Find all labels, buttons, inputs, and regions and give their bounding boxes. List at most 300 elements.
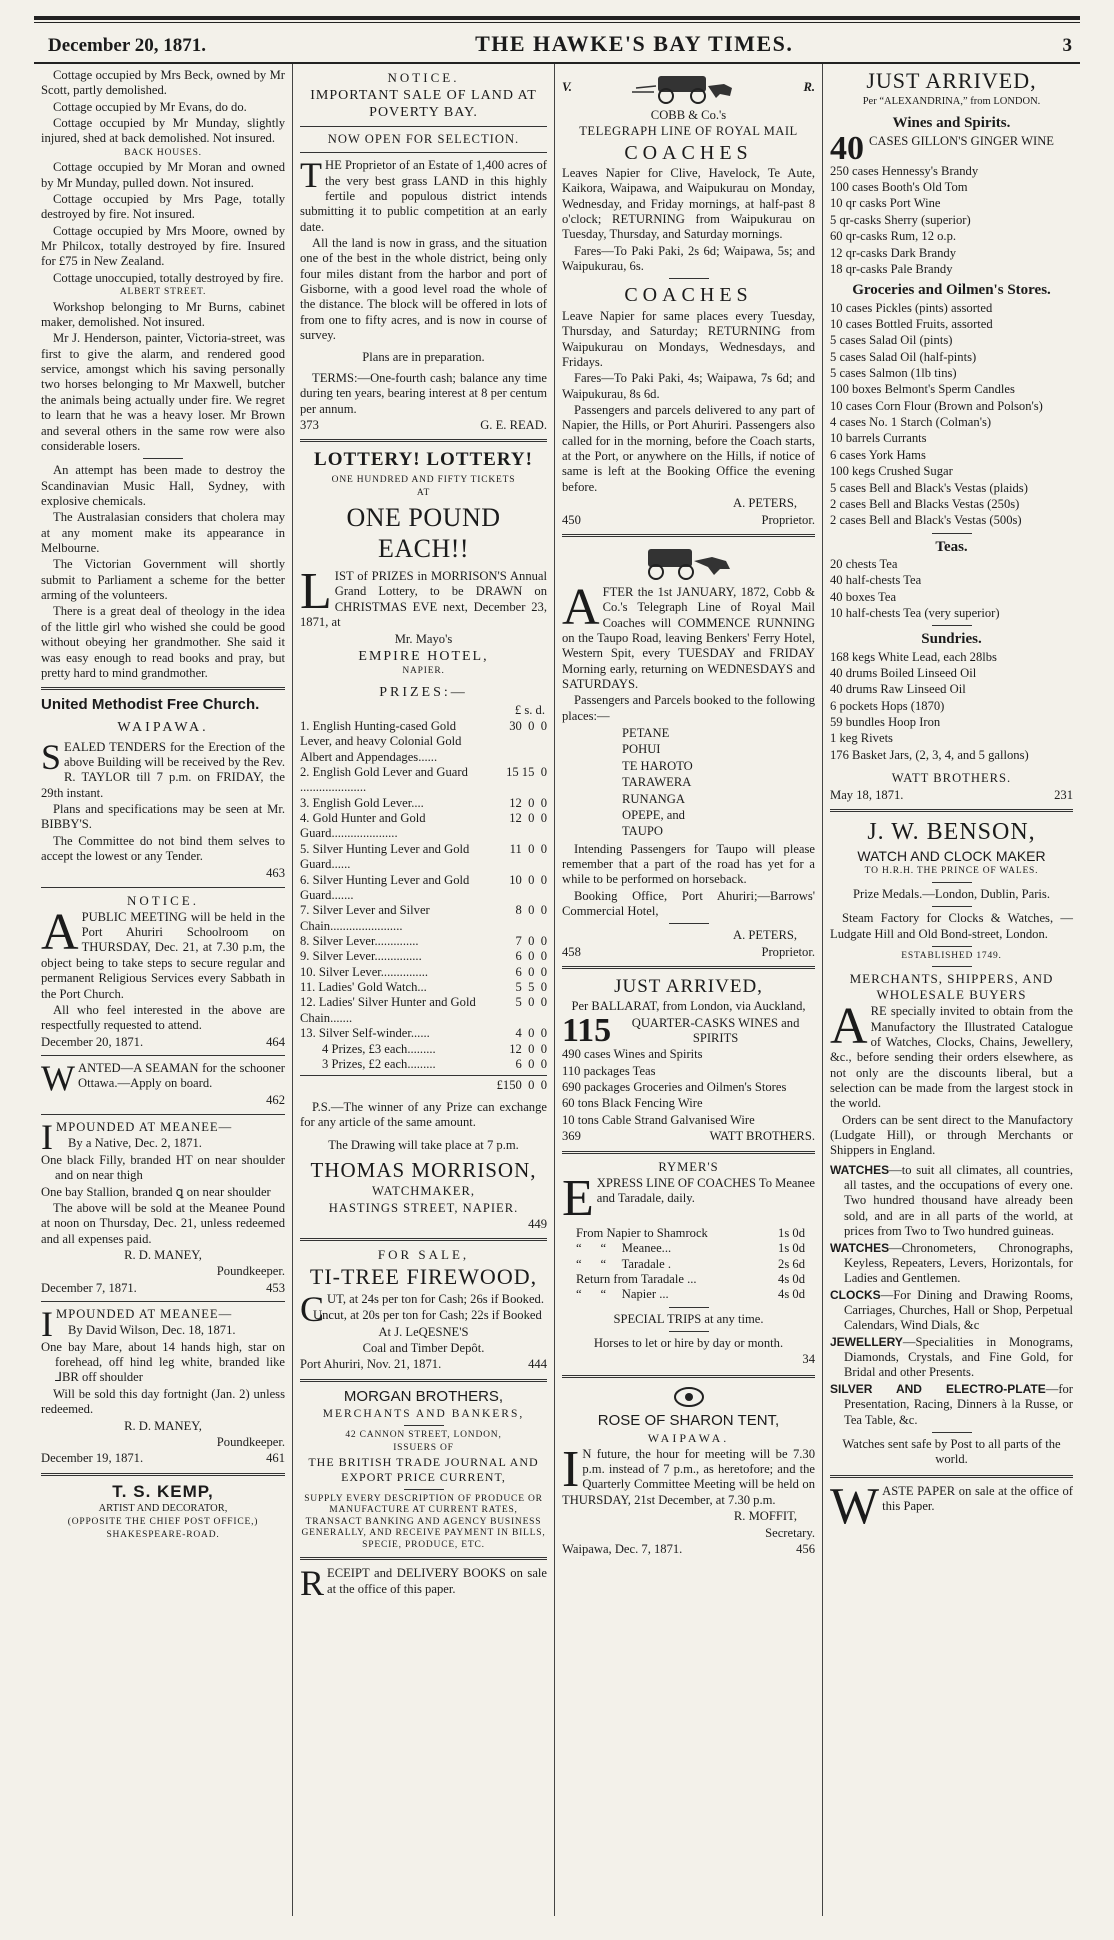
divider <box>932 906 972 907</box>
coach-company: COBB & Co.'s <box>650 107 727 122</box>
benson-medals: Prize Medals.—London, Dublin, Paris. <box>853 886 1050 901</box>
arrived-per: Per “ALEXANDRINA,” from LONDON. <box>862 95 1041 107</box>
column-1 <box>34 64 292 1916</box>
benson-ad <box>830 818 1073 1469</box>
impounded-title: MPOUNDED AT MEANEE— <box>56 1307 233 1322</box>
lottery-town: NAPIER. <box>402 665 445 676</box>
prize-amount: 6 0 0 <box>512 1056 547 1071</box>
benson-line <box>830 1288 1073 1334</box>
ad-ref: 34 <box>802 1352 815 1367</box>
impounded-sale: Will be sold this day fortnight (Jan. 2) unless redeemed. <box>41 1386 285 1417</box>
benson-line-lead: WATCHES <box>830 1240 890 1255</box>
grocery-item: 6 cases York Hams <box>830 447 926 462</box>
fare-price: 2s 6d <box>778 1256 805 1271</box>
back-houses-list <box>41 160 285 286</box>
tea-item: 40 half-chests Tea <box>830 573 922 588</box>
grocery-item: 10 cases Pickles (pints) assorted <box>830 300 993 315</box>
prize-item: 8. Silver Lever.............. <box>300 934 419 948</box>
rose-date: Waipawa, Dec. 7, 1871. <box>562 1541 683 1556</box>
arrived-item: 490 cases Wines and Spirits <box>562 1047 703 1062</box>
impounded-ad-2 <box>41 1304 285 1467</box>
morrison-address: HASTINGS STREET, NAPIER. <box>328 1200 519 1215</box>
taupo-place: OPEPE, and <box>622 807 685 822</box>
ad-ref: 231 <box>1054 787 1073 802</box>
arrived-lead: QUARTER-CASKS WINES and SPIRITS <box>631 1015 800 1046</box>
lottery-ps: P.S.—The winner of any Prize can exchange for any article of the same amount. <box>300 1099 547 1129</box>
sundry-item: 40 drums Boiled Linseed Oil <box>830 665 977 680</box>
methodist-body: EALED TENDERS for the Erection of the above Building will be received by the Rev. R. TAYLOR till 7 p.m. on FRIDAY, the 29th instant. <box>41 739 285 800</box>
divider <box>41 887 285 888</box>
prize-amount: 12 0 0 <box>509 1041 547 1056</box>
grocery-item: 5 cases Bell and Black's Vestas (plaids) <box>830 480 1028 495</box>
prize-item: 2. English Gold Lever and Guard ..................... <box>300 765 468 795</box>
grocery-item: 2 cases Bell and Black's Vestas (500s) <box>830 513 1022 528</box>
grocery-item: 10 barrels Currants <box>830 431 927 446</box>
arrived-sign: WATT BROTHERS. <box>709 1129 815 1144</box>
ad-ref: 373 <box>300 417 319 432</box>
drop-cap: C <box>300 1289 325 1330</box>
benson-body: RE specially invited to obtain from the Manufactory the Illustrated Catalogue of Watches, Clocks, Chains, Jewellery, &c., before sending their orders elsewhere, as not only are the discounts liberal, but a selection can be made from the largest stock in the world. <box>830 1004 1073 1111</box>
news-item: The Australasian considers that cholera may at any moment make its appearance in Melbourne. <box>41 510 285 556</box>
prize-amount: 6 0 0 <box>512 949 547 964</box>
prize-amount: 15 15 0 <box>506 765 547 780</box>
news-item: The Victorian Government will shortly submit to Parliament a scheme for the better arming of the volunteers. <box>41 557 285 603</box>
benson-line <box>830 1241 1073 1287</box>
morgan-address: 42 CANNON STREET, LONDON, <box>345 1430 502 1441</box>
groceries-list <box>830 301 1073 529</box>
lottery-drawing: The Drawing will take place at 7 p.m. <box>328 1138 519 1153</box>
morgan-supply: SUPPLY EVERY DESCRIPTION OF PRODUCE OR MANUFACTURE AT CURRENT RATES, TRANSACT BANKING AND AGENCY BUSINESS GENERALLY, AND RECEIVE PAYMENT IN BILLS, SPECIE, PRODUCE, ETC. <box>301 1493 546 1550</box>
rymer-fares <box>562 1220 815 1303</box>
sundries-heading: Sundries. <box>921 631 982 648</box>
prize-row <box>300 842 547 873</box>
impounded-body: The above will be sold at the Meanee Pound at noon on Thursday, Dec. 21, unless redeemed and all expenses paid. <box>41 1200 285 1246</box>
prize-item: 12. Ladies' Silver Hunter and Gold Chain....... <box>300 995 476 1025</box>
back-house-line: Cottage occupied by Mrs Page, totally destroyed by fire. Not insured. <box>41 191 285 222</box>
methodist-title: United Methodist Free Church. <box>41 696 260 714</box>
sundries-list <box>830 650 1073 764</box>
benson-lines <box>830 1163 1073 1428</box>
benson-line-text: —Specialities in Monograms, Diamonds, Crystals, and Fine Gold, for Bridal and other Presents. <box>844 1334 1073 1380</box>
sundry-item: 59 bundles Hoop Iron <box>830 715 941 730</box>
drop-cap: L <box>300 563 332 621</box>
sundry-item: 176 Basket Jars, (2, 3, 4, and 5 gallons) <box>830 747 1029 762</box>
tea-item: 10 half-chests Tea (very superior) <box>830 605 1000 620</box>
ad-ref: 453 <box>266 1280 285 1295</box>
rose-body: N future, the hour for meeting will be 7.30 p.m. instead of 7 p.m., as heretofore; and the Quarterly Committee Meeting will be held on THURSDAY, 21st December, at 7.30 p.m. <box>562 1446 815 1507</box>
firewood-ad <box>300 1247 547 1372</box>
lottery-price: ONE POUND EACH!! <box>346 502 501 564</box>
prize-row <box>300 811 547 842</box>
benson-line <box>830 1382 1073 1428</box>
fare-price: 4s 0d <box>778 1287 805 1302</box>
taupo-places <box>562 726 815 840</box>
prize-item: 4 Prizes, £3 each......... <box>322 1041 436 1056</box>
divider <box>562 966 815 969</box>
divider <box>669 278 709 279</box>
divider <box>41 1473 285 1476</box>
coaches-fares: Fares—To Paki Paki, 4s; Waipawa, 7s 6d; and Waipukurau, 8s 6d. <box>562 371 815 401</box>
teas-heading: Teas. <box>935 538 968 555</box>
coaches-sign: A. PETERS, <box>732 496 797 511</box>
coach-illustration <box>628 68 748 108</box>
divider <box>300 1557 547 1560</box>
news-item: There is a great deal of theology in the idea of the little girl who wished she could be good without obeying her grandmother. She said it was easy enough to read books and pray, but pretty hard to mind grandmother. <box>41 604 285 680</box>
prize-row <box>300 949 547 964</box>
fare-route: From Napier to Shamrock <box>576 1225 708 1240</box>
lottery-tickets: ONE HUNDRED AND FIFTY TICKETS <box>331 475 516 486</box>
prize-row <box>300 765 547 796</box>
prize-amount: 6 0 0 <box>512 964 547 979</box>
prize-amount: 7 0 0 <box>512 934 547 948</box>
news-items <box>41 463 285 681</box>
prize-list <box>300 719 547 1072</box>
ad-ref: 461 <box>266 1451 285 1466</box>
divider <box>669 1307 709 1308</box>
divider <box>300 152 547 153</box>
money-heading: £ s. d. <box>514 702 545 717</box>
coaches-body: Leave Napier for same places every Tuesday, Thursday, and Saturday; RETURNING from Waipukurau on Mondays, Wednesdays, and Fridays. <box>562 308 815 369</box>
impounded-body: One bay Mare, about 14 hands high, star on forehead, off hind leg white, branded like ⅃BR off shoulder <box>41 1339 285 1385</box>
emblem-v: V. <box>562 80 572 95</box>
top-rule <box>34 16 1080 23</box>
prize-row <box>300 719 547 765</box>
fare-row <box>576 1226 805 1241</box>
rose-of-sharon-ad <box>562 1384 815 1557</box>
impounded-role: Poundkeeper. <box>216 1264 285 1279</box>
grocery-item: 4 cases No. 1 Starch (Colman's) <box>830 415 992 430</box>
drop-cap: I <box>562 1440 580 1498</box>
divider <box>300 439 547 442</box>
fare-price: 4s 0d <box>778 1271 805 1286</box>
taupo-place: TAUPO <box>622 824 663 839</box>
ad-ref: 369 <box>562 1129 581 1144</box>
sundry-item: 40 drums Raw Linseed Oil <box>830 682 966 697</box>
rymer-ad <box>562 1160 815 1369</box>
benson-line-lead: SILVER AND ELECTRO-PLATE <box>830 1381 1046 1396</box>
coaches-parcels: Passengers and parcels delivered to any part of Napier, the Hills, or Port Ahuriri. Passengers also called for in the morning, before the Coach starts, at the Port, or anywhere on the Hills, if notice of same is left at the Booking Office the evening before. <box>562 403 815 494</box>
grocery-item: 100 kegs Crushed Sugar <box>830 464 953 479</box>
prize-amount: 12 0 0 <box>509 811 547 826</box>
impounded-item: One black Filly, branded HT on near shoulder and on near thigh <box>41 1152 285 1183</box>
methodist-ad <box>41 696 285 882</box>
methodist-plans: Plans and specifications may be seen at Mr. BIBBY'S. <box>41 802 285 832</box>
prize-amount: 5 0 0 <box>512 995 547 1010</box>
prize-item: 7. Silver Lever and Silver Chain....................... <box>300 903 430 933</box>
drop-cap: I <box>41 1117 53 1158</box>
sale-sign: G. E. READ. <box>480 417 547 432</box>
prizes-heading: PRIZES:— <box>379 684 468 700</box>
back-house-line: Cottage occupied by Mrs Moore, owned by Mr Philcox, totally destroyed by fire. Insured for £75 in New Zealand. <box>41 223 285 269</box>
prize-item: 5. Silver Hunting Lever and Gold Guard...... <box>300 841 470 872</box>
grocery-item: 5 cases Salad Oil (half-pints) <box>830 349 977 364</box>
sundry-item: 168 kegs White Lead, each 28lbs <box>830 649 997 664</box>
rose-title: ROSE OF SHARON TENT, <box>597 1411 780 1429</box>
methodist-place: WAIPAWA. <box>117 719 209 735</box>
coaches-title: COACHES <box>624 284 753 307</box>
grocery-item: 2 cases Bell and Blacks Vestas (250s) <box>830 496 1020 511</box>
prize-row <box>300 1042 547 1057</box>
impounded-item: One bay Stallion, branded ꝗ on near shoulder <box>41 1184 271 1199</box>
impounded-date: December 19, 1871. <box>41 1451 144 1466</box>
wanted-ad <box>41 1057 285 1109</box>
divider <box>41 687 285 690</box>
benson-factory: Steam Factory for Clocks & Watches, —Ludgate Hill and Old Bond-street, London. <box>830 911 1073 941</box>
benson-line-text: —to suit all climates, all countries, all tastes, and the occupations of every one. Two hundred thousand have already been sold, and are in all parts of the world, at prices from Two to Two hundred guineas. <box>844 1162 1073 1239</box>
impounded-title: MPOUNDED AT MEANEE— <box>56 1120 233 1135</box>
coaches-title: COACHES <box>624 141 753 164</box>
fare-price: 1s 0d <box>778 1241 805 1256</box>
kemp-road: SHAKESPEARE-ROAD. <box>106 1529 220 1540</box>
emblem-r: R. <box>803 80 815 95</box>
waste-body: ASTE PAPER on sale at the office of this Paper. <box>882 1483 1073 1513</box>
coach-illustration <box>634 543 744 583</box>
divider <box>300 1379 547 1382</box>
notice-date: December 20, 1871. <box>41 1034 144 1049</box>
morrison-trade: WATCHMAKER, <box>371 1184 475 1199</box>
taupo-place: TARAWERA <box>622 775 692 790</box>
fire-report-line: Cottage occupied by Mr Munday, slightly injured, shed at back demolished. Not insured. <box>41 115 285 146</box>
divider <box>143 458 183 459</box>
receipt-body: ECEIPT and DELIVERY BOOKS on sale at the office of this paper. <box>327 1566 547 1596</box>
fare-row <box>576 1272 805 1287</box>
back-house-line: Cottage occupied by Mr Moran and owned by Mr Munday, pulled down. Not insured. <box>41 160 285 190</box>
sale-terms: TERMS:—One-fourth cash; balance any time during ten years, bearing interest at 8 per centum per annum. <box>300 370 547 416</box>
prize-amount: 12 0 0 <box>509 795 547 810</box>
coaches-fares: Fares—To Paki Paki, 2s 6d; Waipawa, 5s; and Waipukurau, 6s. <box>562 243 815 274</box>
notice-title: NOTICE. <box>127 892 199 908</box>
prize-item: 3. English Gold Lever.... <box>300 795 424 810</box>
divider <box>932 966 972 967</box>
back-house-line: Cottage unoccupied, totally destroyed by fire. <box>53 270 284 285</box>
prize-amount: 10 0 0 <box>509 872 547 887</box>
arrived-item: 110 packages Teas <box>562 1063 656 1078</box>
benson-line-text: —Chronometers, Chronographs, Keyless, Repeaters, Levers, Horizontals, for Ladies and Gentlemen. <box>844 1240 1073 1286</box>
fare-route: “ “ Napier ... <box>576 1287 669 1302</box>
divider <box>669 1331 709 1332</box>
divider <box>41 1055 285 1056</box>
benson-merchants: MERCHANTS, SHIPPERS, AND WHOLESALE BUYERS <box>849 971 1054 1003</box>
albert-street-list <box>41 300 285 455</box>
rymer-horses: Horses to let or hire by day or month. <box>593 1336 784 1351</box>
receipt-ad <box>300 1563 547 1604</box>
sale-title: IMPORTANT SALE OF LAND AT POVERTY BAY. <box>310 87 537 120</box>
ad-ref: 450 <box>562 512 581 527</box>
wines-list <box>830 164 1073 278</box>
taupo-place: POHUI <box>622 742 661 757</box>
fare-route: “ “ Taradale . <box>576 1256 672 1271</box>
issue-date: December 20, 1871. <box>48 35 206 56</box>
taupo-role: Proprietor. <box>761 944 815 959</box>
wine-item: 250 cases Hennessy's Brandy <box>830 163 979 178</box>
wine-item: 100 cases Booth's Old Tom <box>830 180 968 195</box>
prize-row <box>300 903 547 934</box>
wine-item: 5 qr-casks Sherry (superior) <box>830 212 971 227</box>
wines-heading: Wines and Spirits. <box>892 115 1011 132</box>
arrived-count: 40 <box>830 129 864 167</box>
prize-row <box>300 980 547 995</box>
prize-item: 4. Gold Hunter and Gold Guard..................... <box>300 811 426 841</box>
sale-body-2: All the land is now in grass, and the situation one of the best in the whole district, being only four miles distant from the harbor and port of Gisborne, with a good level road the whole of the distance. The block will be offered in lots of from one to fifty acres, and is now in course of survey. <box>300 236 547 343</box>
benson-line <box>830 1335 1073 1381</box>
fare-route: Return from Taradale ... <box>576 1271 697 1286</box>
taupo-intending: Intending Passengers for Taupo will please remember that a part of the road has yet for a while to be performed on horseback. <box>562 841 815 887</box>
impounded-sign: R. D. MANEY, <box>124 1247 202 1262</box>
wine-item: 60 qr-casks Rum, 12 o.p. <box>830 229 957 244</box>
grocery-item: 5 cases Salmon (1lb tins) <box>830 366 957 380</box>
rymer-body: XPRESS LINE OF COACHES To Meanee and Taradale, daily. <box>596 1175 815 1206</box>
firewood-at: At J. LeQESNE'S <box>378 1324 469 1339</box>
divider <box>404 1425 444 1426</box>
arrived-date: May 18, 1871. <box>830 787 904 802</box>
prize-item: 3 Prizes, £2 each......... <box>322 1056 436 1071</box>
firewood-date: Port Ahuriri, Nov. 21, 1871. <box>300 1357 442 1372</box>
grocery-item: 100 boxes Belmont's Sperm Candles <box>830 382 1015 397</box>
divider <box>41 1114 285 1115</box>
impounded-sign: R. D. MANEY, <box>124 1418 202 1433</box>
firewood-title: TI-TREE FIREWOOD, <box>309 1264 538 1290</box>
ad-ref: 458 <box>562 944 581 959</box>
prize-item: 9. Silver Lever............... <box>300 949 422 964</box>
divider <box>932 946 972 947</box>
rose-place: WAIPAWA. <box>647 1431 730 1446</box>
rose-role: Secretary. <box>765 1525 815 1540</box>
benson-orders: Orders can be sent direct to the Manufactory (Ludgate Hill), or through Merchants or Shippers in England. <box>830 1112 1073 1158</box>
taupo-coach-ad <box>562 543 815 960</box>
taupo-place: PETANE <box>622 726 670 741</box>
benson-post: Watches sent safe by Post to all parts of the world. <box>842 1436 1061 1467</box>
coaches-ad <box>562 68 815 528</box>
coaches-role: Proprietor. <box>761 512 815 527</box>
watt-alexandrina-ad <box>830 68 1073 803</box>
prize-amount: 4 0 0 <box>512 1026 547 1041</box>
benson-line-lead: CLOCKS <box>830 1287 881 1302</box>
impounded-role: Poundkeeper. <box>216 1434 285 1449</box>
ad-ref: 456 <box>796 1541 815 1556</box>
grocery-item: 10 cases Corn Flour (Brown and Polson's) <box>830 398 1043 413</box>
divider <box>41 1301 285 1302</box>
lottery-ad <box>300 448 547 1157</box>
fire-report <box>41 68 285 147</box>
ad-ref: 444 <box>528 1357 547 1372</box>
firewood-for-sale: FOR SALE, <box>377 1247 470 1263</box>
prize-row <box>300 873 547 904</box>
kemp-name: T. S. KEMP, <box>112 1481 214 1501</box>
drop-cap: A <box>562 578 600 636</box>
taupo-place: RUNANGA <box>622 791 685 806</box>
morgan-trade: MERCHANTS AND BANKERS, <box>322 1408 525 1421</box>
rymer-special: SPECIAL TRIPS at any time. <box>613 1311 764 1326</box>
taupo-booking: Booking Office, Port Ahuriri;—Barrows' Commercial Hotel, <box>562 888 815 919</box>
prize-item: 1. English Hunting-cased Gold Lever, and heavy Colonial Gold Albert and Appendages...... <box>300 718 462 764</box>
columns <box>34 64 1080 1916</box>
back-houses-heading: BACK HOUSES. <box>124 147 202 158</box>
ad-ref: 449 <box>528 1217 547 1231</box>
wine-item: 10 qr casks Port Wine <box>830 196 941 211</box>
divider <box>404 1489 444 1490</box>
sale-open: NOW OPEN FOR SELECTION. <box>327 131 520 146</box>
divider <box>562 534 815 537</box>
benson-line-text: —for Presentation, Racing, Dinners à la Russe, or Tea Table, &c. <box>844 1381 1073 1427</box>
albert-street-line: Workshop belonging to Mr Burns, cabinet maker, demolished. Not insured. <box>41 299 285 330</box>
benson-line-text: —For Dining and Drawing Rooms, Carriages, Churches, Hall or Shop, Perpetual Calendars, Wind Dials, &c <box>844 1287 1073 1333</box>
morrison-ad <box>300 1158 547 1233</box>
land-sale-ad <box>300 70 547 433</box>
methodist-committee: The Committee do not bind them selves to accept the lowest or any Tender. <box>41 833 285 864</box>
fare-row <box>576 1287 805 1302</box>
impounded-date: December 7, 1871. <box>41 1280 137 1295</box>
divider <box>300 1238 547 1241</box>
albert-street-heading: ALBERT STREET. <box>119 287 207 298</box>
sale-plans: Plans are in preparation. <box>362 349 485 364</box>
prize-row <box>300 1026 547 1041</box>
divider <box>562 1375 815 1378</box>
prize-item: 11. Ladies' Gold Watch... <box>300 980 427 995</box>
arrived-per: Per BALLARAT, from London, via Auckland, <box>571 999 806 1014</box>
divider <box>669 923 709 924</box>
coaches-body: Leaves Napier for Clive, Havelock, Te Aute, Kaikora, Waipawa, and Waipukurau on Monday, Wednesday, and Friday mornings, at half-past 8 o'clock; RETURNING from Waipukurau on Tuesday, Thursday, and Saturday mornings. <box>562 165 815 242</box>
impounded-by: By a Native, Dec. 2, 1871. <box>68 1136 202 1151</box>
drop-cap: E <box>562 1169 594 1227</box>
wanted-body: ANTED—A SEAMAN for the schooner Ottawa.—Apply on board. <box>77 1060 285 1091</box>
divider <box>932 625 972 626</box>
benson-line-lead: WATCHES <box>830 1162 890 1177</box>
morgan-journal: THE BRITISH TRADE JOURNAL AND EXPORT PRICE CURRENT, <box>308 1455 539 1484</box>
meeting-notice <box>41 893 285 1050</box>
lottery-at: AT <box>416 488 431 499</box>
fire-report-line: Cottage occupied by Mrs Beck, owned by Mr Scott, partly demolished. <box>41 67 285 98</box>
drop-cap: T <box>300 155 322 196</box>
arrived-sign: WATT BROTHERS. <box>891 771 1012 786</box>
arrived-item: 60 tons Black Fencing Wire <box>562 1096 703 1111</box>
taupo-place: TE HAROTO <box>622 758 693 773</box>
benson-established: ESTABLISHED 1749. <box>901 950 1002 961</box>
ad-ref: 464 <box>266 1034 285 1049</box>
waste-paper-ad <box>830 1477 1073 1535</box>
groceries-heading: Groceries and Oilmen's Stores. <box>852 282 1051 299</box>
teas-list <box>830 557 1073 621</box>
benson-line <box>830 1163 1073 1240</box>
prize-amount: 30 0 0 <box>509 718 547 733</box>
firewood-depot: Coal and Timber Depôt. <box>362 1341 485 1356</box>
morgan-issuers: ISSUERS OF <box>393 1442 454 1453</box>
news-item: An attempt has been made to destroy the Scandinavian Music Hall, Sydney, with explosive chemicals. <box>41 463 285 508</box>
fare-row <box>576 1257 805 1272</box>
tea-item: 40 boxes Tea <box>830 589 897 604</box>
arrived-list <box>562 1047 815 1128</box>
divider <box>932 1432 972 1433</box>
prize-row <box>300 965 547 980</box>
drop-cap: A <box>830 998 868 1056</box>
divider <box>932 533 972 534</box>
prize-item: 13. Silver Self-winder...... <box>300 1026 430 1041</box>
taupo-parcels: Passengers and Parcels booked to the following places:— <box>562 693 815 723</box>
grocery-item: 5 cases Salad Oil (pints) <box>830 333 953 348</box>
benson-name: J. W. BENSON, <box>867 818 1036 845</box>
watt-arrived-ad <box>562 975 815 1144</box>
taupo-body: FTER the 1st JANUARY, 1872, Cobb & Co.'s Telegraph Line of Royal Mail Coaches will COMMENCE RUNNING on the Taupo Road, leaving Benkers' Ferry Hotel, Western Spit, every TUESDAY and FRIDAY Morning early, returning on WEDNESDAYS and SATURDAYS. <box>562 584 815 692</box>
column-4 <box>822 64 1080 1916</box>
drop-cap: A <box>41 903 79 961</box>
drop-cap: R <box>300 1563 325 1604</box>
lottery-body: IST of PRIZES in MORRISON'S Annual Grand Lottery, to be DRAWN on CHRISTMAS EVE next, December 23, 1871, at <box>300 569 547 630</box>
morgan-ad <box>300 1388 547 1552</box>
prize-row <box>300 995 547 1026</box>
benson-royal: TO H.R.H. THE PRINCE OF WALES. <box>864 866 1039 877</box>
prize-row <box>300 1057 547 1072</box>
sale-body: HE Proprietor of an Estate of 1,400 acres of the very best grass LAND in this highly fertile and populous district intends submitting it to public competition at an early date. <box>300 158 547 234</box>
sundry-item: 6 pockets Hops (1870) <box>830 698 945 713</box>
